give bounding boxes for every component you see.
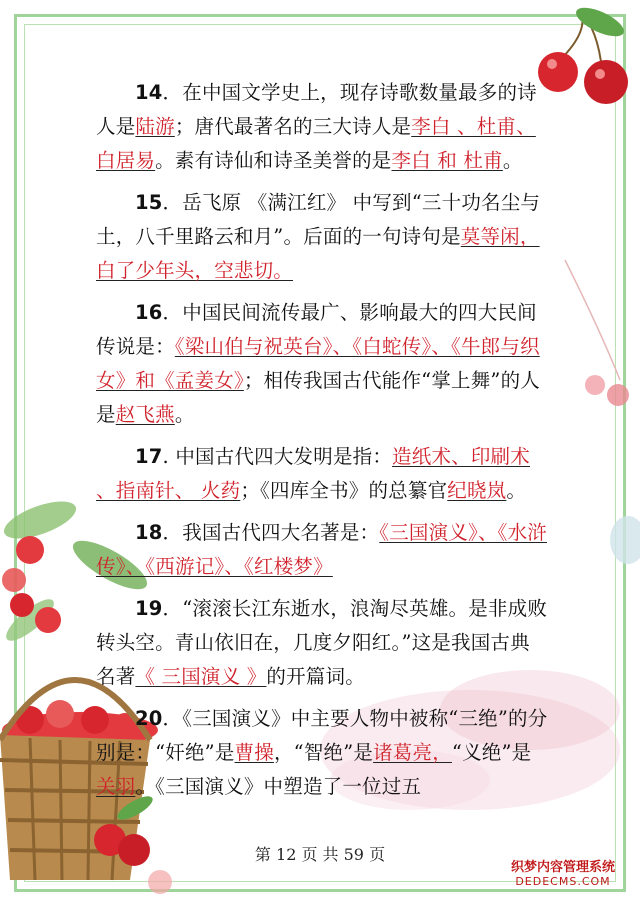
answer-blank: 关羽 [96, 775, 136, 798]
question-number: 20 [135, 707, 163, 730]
answer-blank: 陆游 [135, 115, 175, 138]
answer-blank: 纪晓岚 [447, 479, 507, 502]
question-16: 16．中国民间流传最广、影响最大的四大民间传说是：《梁山伯与祝英台》、《白蛇传》、《牛郎与织女》和《孟姜女》；相传我国古代能作“掌上舞”的人是赵飞燕。 [96, 301, 540, 426]
answer-blank: 《梁山伯与祝英台》、《白蛇传》、《牛郎与织女》和《孟姜女》 [96, 335, 540, 392]
question-number: 17 [135, 445, 163, 468]
question-14: 14．在中国文学史上，现存诗歌数量最多的诗人是陆游；唐代最著名的三大诗人是李白 、杜甫、白居易。素有诗仙和诗圣美誉的是李白 和 杜甫。 [96, 81, 537, 172]
answer-blank: 《 三国演义 》 [135, 665, 267, 688]
question-17: 17. 中国古代四大发明是指：造纸术、印刷术 、指南针、 火药；《四库全书》的总纂官纪晓岚。 [96, 445, 530, 502]
question-18: 18．我国古代四大名著是：《三国演义》、《水浒传》、《西游记》、《红楼梦》 [96, 521, 548, 578]
question-number: 15 [135, 191, 163, 214]
answer-blank: 《三国演义》、《水浒传》、《西游记》、《红楼梦》 [96, 521, 548, 578]
decorative-blob-icon [600, 510, 640, 570]
question-number: 19 [135, 597, 163, 620]
question-content [96, 76, 548, 812]
answer-blank: 莫等闲，白了少年头，空悲切。 [96, 225, 540, 282]
question-number: 18 [135, 521, 163, 544]
answer-blank: 曹操 [234, 741, 274, 764]
question-number: 14 [135, 81, 163, 104]
cherries-right-side-icon [560, 250, 640, 420]
answer-blank: 诸葛亮， [373, 741, 452, 764]
question-15: 15．岳飞原 《满江红》 中写到“三十功名尘与土，八千里路云和月”。后面的一句诗句是莫等闲，白了少年头，空悲切。 [96, 191, 541, 282]
question-number: 16 [135, 301, 163, 324]
question-19: 19．“滚滚长江东逝水，浪淘尽英雄。是非成败转头空。青山依旧在，几度夕阳红。”这是我国古典名著《 三国演义 》的开篇词。 [96, 597, 548, 688]
watermark [498, 856, 628, 888]
question-20: 20．《三国演义》中主要人物中被称“三绝”的分别是：“奸绝”是曹操，“智绝”是诸葛亮，“义绝”是关羽。《三国演义》中塑造了一位过五 [96, 707, 548, 798]
watermark-line1: 织梦内容管理系统 [510, 860, 615, 875]
watermark-line2: DEDECMS.COM [515, 875, 611, 888]
answer-blank: 李白 和 杜甫 [391, 149, 503, 172]
answer-blank: 李白 、杜甫、白居易 [96, 115, 536, 172]
page-footer: 第 12 页 共 59 页 [254, 845, 386, 864]
answer-blank: 赵飞燕 [115, 403, 175, 426]
answer-blank: 造纸术、印刷术 、指南针、 火药 [96, 445, 530, 502]
